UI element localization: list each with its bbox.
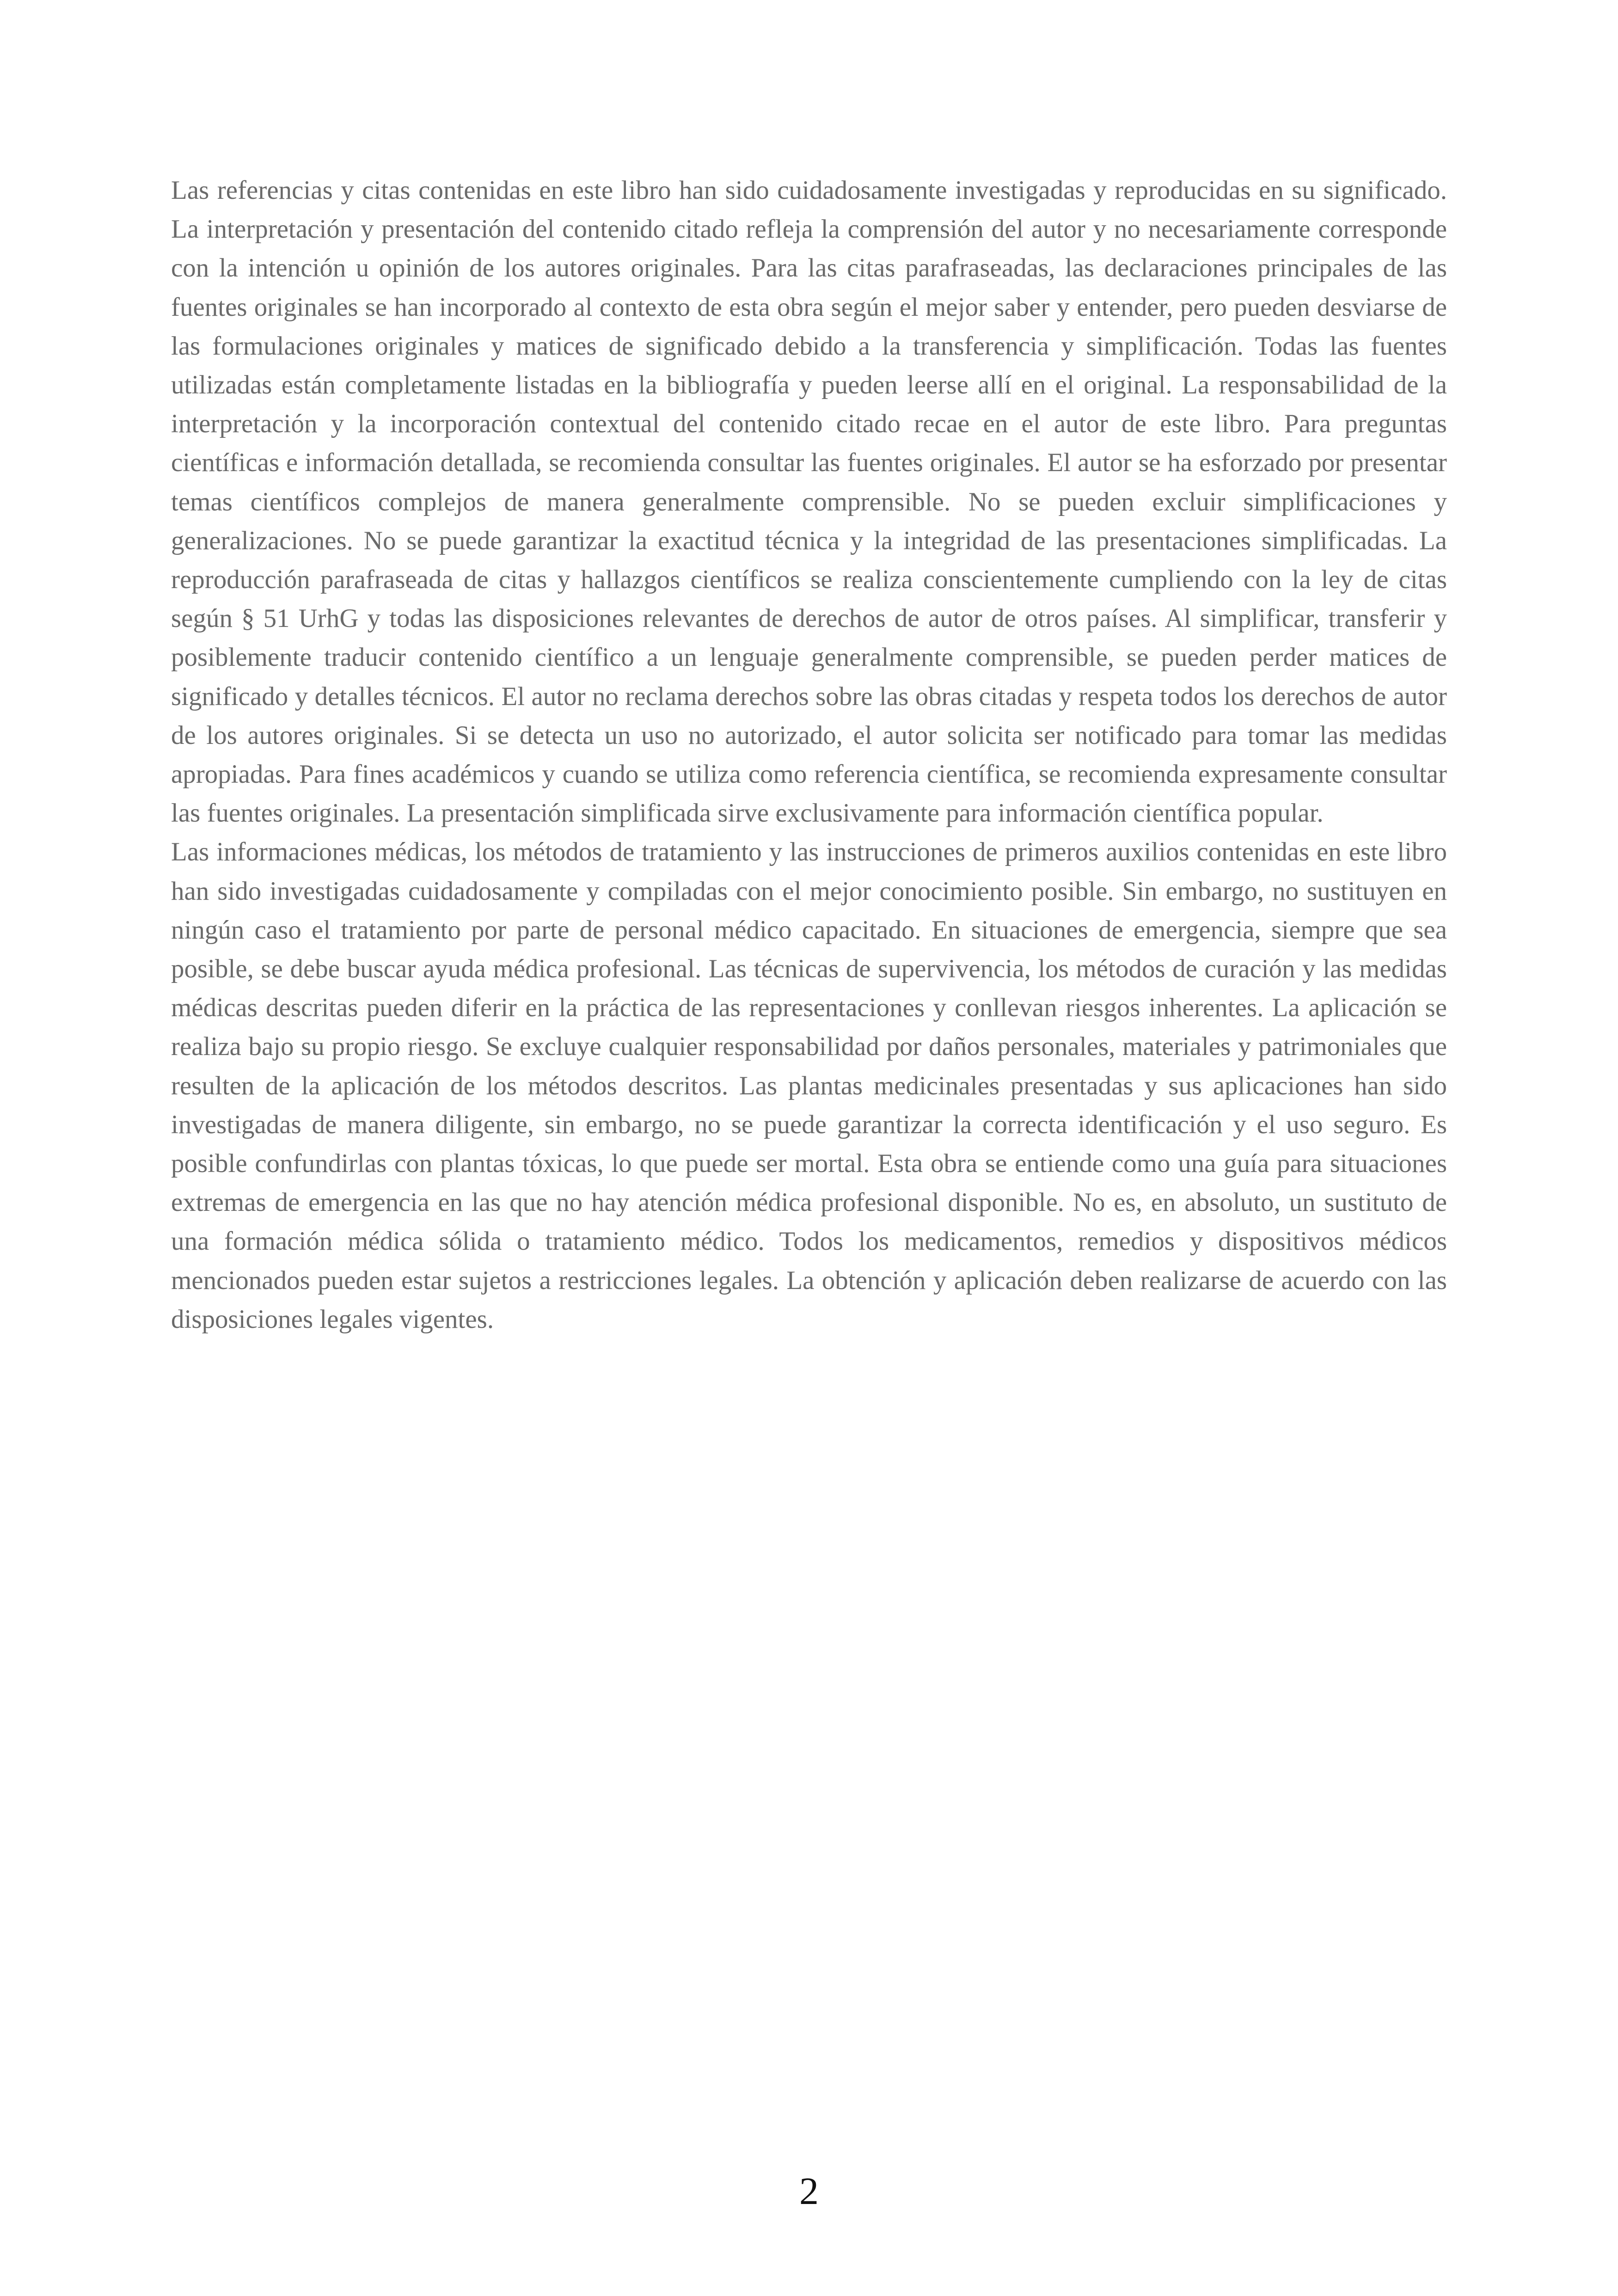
- body-text: [171, 171, 1447, 1339]
- paragraph-citations-disclaimer: Las referencias y citas contenidas en este libro han sido cuidadosamente investigadas y reproducidas en su significado. La interpretación y presentación del contenido citado refleja la comprensión del autor y no necesariamente corresponde con la intención u opinión de los autores originales. Para las citas parafraseadas, las declaraciones principales de las fuentes originales se han incorporado al contexto de esta obra según el mejor saber y entender, pero pueden desviarse de las formulaciones originales y matices de significado debido a la transferencia y simplificación. Todas las fuentes utilizadas están completamente listadas en la bibliografía y pueden leerse allí en el original. La responsabilidad de la interpretación y la incorporación contextual del contenido citado recae en el autor de este libro. Para preguntas científicas e información detallada, se recomienda consultar las fuentes originales. El autor se ha esforzado por presentar temas científicos complejos de manera generalmente comprensible. No se pueden excluir simplificaciones y generalizaciones. No se puede garantizar la exactitud técnica y la integridad de las presentaciones simplificadas. La reproducción parafraseada de citas y hallazgos científicos se realiza conscientemente cumpliendo con la ley de citas según § 51 UrhG y todas las disposiciones relevantes de derechos de autor de otros países. Al simplificar, transferir y posiblemente traducir contenido científico a un lenguaje generalmente comprensible, se pueden perder matices de significado y detalles técnicos. El autor no reclama derechos sobre las obras citadas y respeta todos los derechos de autor de los autores originales. Si se detecta un uso no autorizado, el autor solicita ser notificado para tomar las medidas apropiadas. Para fines académicos y cuando se utiliza como referencia científica, se recomienda expresamente consultar las fuentes originales. La presentación simplificada sirve exclusivamente para información científica popular.: [171, 176, 1447, 828]
- paragraph-medical-disclaimer: Las informaciones médicas, los métodos de tratamiento y las instrucciones de primeros auxilios contenidas en este libro han sido investigadas cuidadosamente y compiladas con el mejor conocimiento posible. Sin embargo, no sustituyen en ningún caso el tratamiento por parte de personal médico capacitado. En situaciones de emergencia, siempre que sea posible, se debe buscar ayuda médica profesional. Las técnicas de supervivencia, los métodos de curación y las medidas médicas descritas pueden diferir en la práctica de las representaciones y conllevan riesgos inherentes. La aplicación se realiza bajo su propio riesgo. Se excluye cualquier responsabilidad por daños personales, materiales y patrimoniales que resulten de la aplicación de los métodos descritos. Las plantas medicinales presentadas y sus aplicaciones han sido investigadas de manera diligente, sin embargo, no se puede garantizar la correcta identificación y el uso seguro. Es posible confundirlas con plantas tóxicas, lo que puede ser mortal. Esta obra se entiende como una guía para situaciones extremas de emergencia en las que no hay atención médica profesional disponible. No es, en absoluto, un sustituto de una formación médica sólida o tratamiento médico. Todos los medicamentos, remedios y dispositivos médicos mencionados pueden estar sujetos a restricciones legales. La obtención y aplicación deben realizarse de acuerdo con las disposiciones legales vigentes.: [171, 837, 1447, 1334]
- page-number: 2: [799, 2170, 819, 2213]
